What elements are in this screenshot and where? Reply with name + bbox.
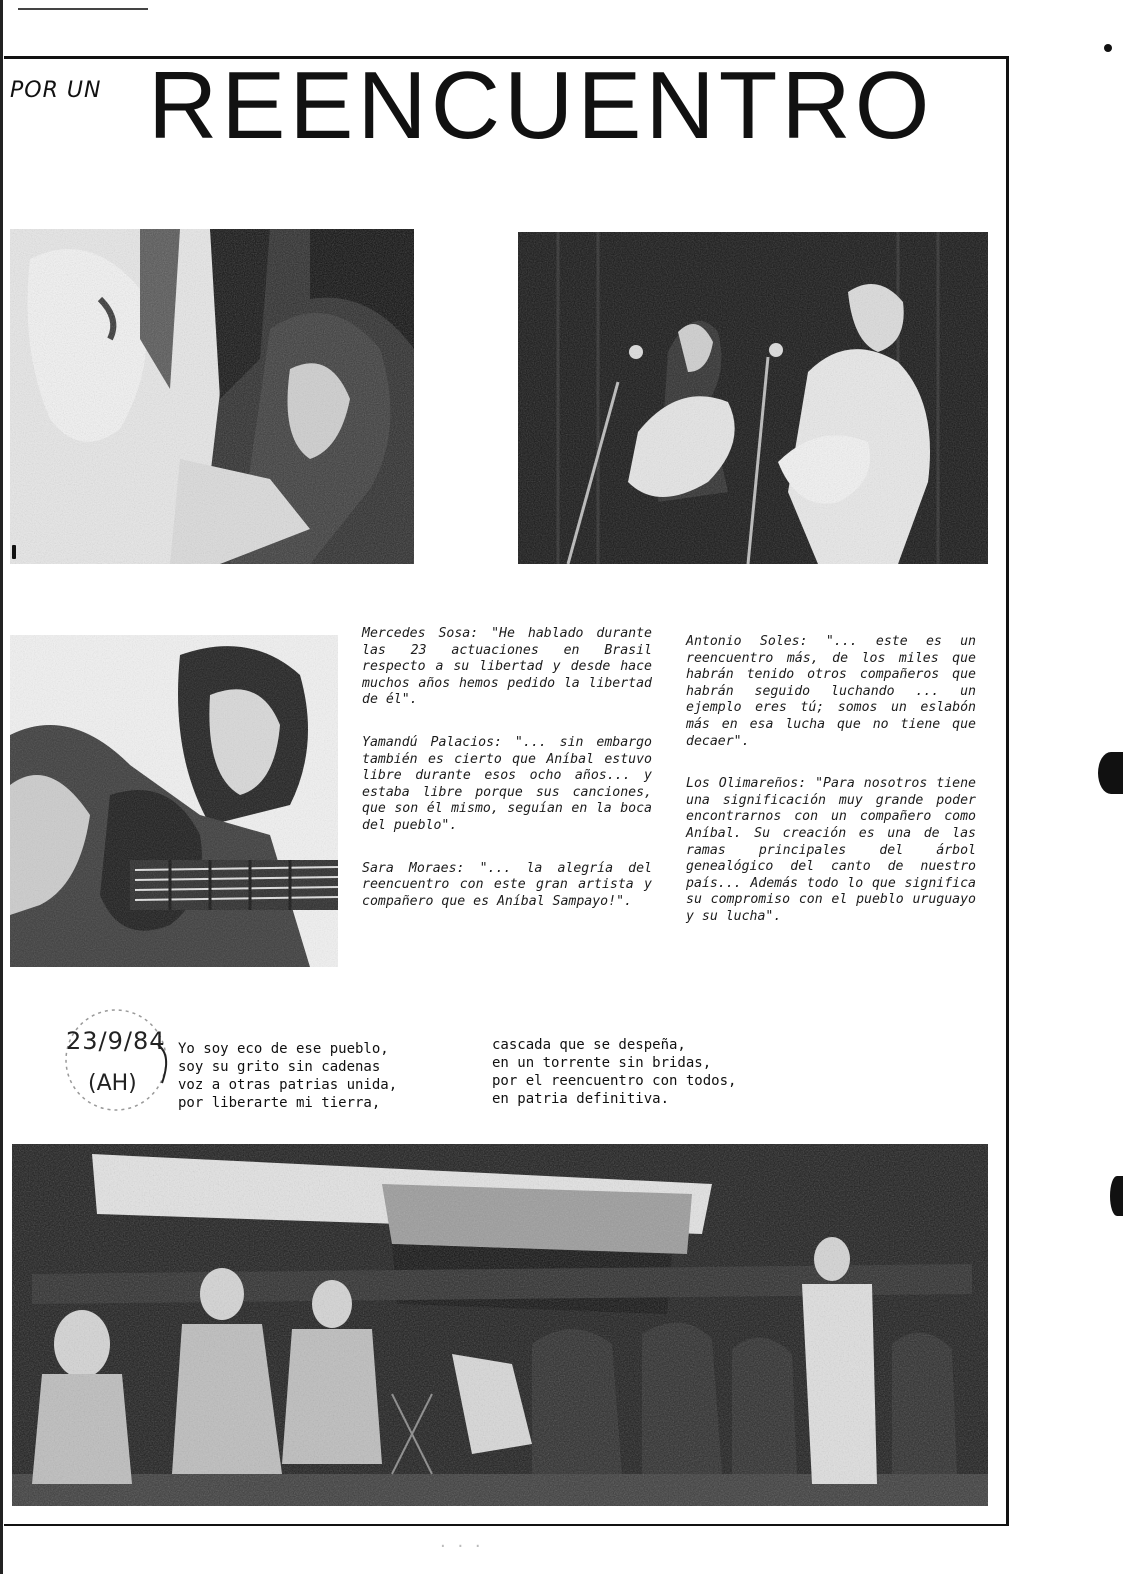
photo-guitarists-on-stage [518, 232, 988, 564]
quotes-column-left [362, 626, 652, 936]
quote-yamandu-palacios: Yamandú Palacios: "... sin embargo también es cierto que Aníbal estuvo libre durante esos ocho años... y estaba libre porque sus canciones, que son él mismo, seguían en la boca del pueblo". [362, 734, 652, 833]
footer-faint-mark: · · · [440, 1536, 484, 1557]
page-title: REENCUENTRO [148, 52, 934, 159]
poem-line: por el reencuentro con todos, [492, 1073, 737, 1089]
title-prefix: POR UN [10, 78, 102, 103]
stamp-circle-icon [58, 1005, 176, 1115]
poem-line: en patria definitiva. [492, 1091, 670, 1107]
poem-line: soy su grito sin cadenas [178, 1059, 381, 1075]
top-scrap-line [18, 0, 148, 10]
poem-right [492, 1036, 736, 1108]
punch-hole [1098, 752, 1123, 794]
stamp-date: 23/9/84 [66, 1027, 166, 1055]
poem-line: por liberarte mi tierra, [178, 1095, 381, 1111]
stamp-initials: (AH) [88, 1071, 137, 1096]
photo-stage-performers [12, 1144, 988, 1506]
quote-sara-moraes: Sara Moraes: "... la alegría del reencuentro con este gran artista y compañero que es Aníbal Sampayo!". [362, 860, 652, 909]
speck [1104, 44, 1112, 52]
poem-line: en un torrente sin bridas, [492, 1055, 712, 1071]
photo-portraits [10, 229, 414, 564]
date-stamp [58, 1005, 176, 1115]
quote-mercedes-sosa: Mercedes Sosa: "He hablado durante las 23 actuaciones en Brasil respecto a su libertad y desde hace muchos años hemos pedido la libertad de él". [362, 626, 652, 708]
poem-line: Yo soy eco de ese pueblo, [178, 1041, 389, 1057]
page-left-edge [0, 0, 3, 1574]
speck [12, 545, 16, 559]
poem-line: cascada que se despeña, [492, 1037, 686, 1053]
quote-los-olimarenos: Los Olimareños: "Para nosotros tiene una significación muy grande poder encontrarnos con un compañero como Aníbal. Su creación es una de las ramas principales del árbol genealógico del canto de nuestro país... Además todo lo que significa su compromiso con el pueblo uruguayo y su lucha". [686, 776, 976, 924]
poem-left [178, 1040, 397, 1112]
punch-hole [1110, 1176, 1123, 1216]
quotes-column-right [686, 634, 976, 952]
photo-woman-with-guitar [10, 635, 338, 967]
quote-antonio-soles: Antonio Soles: "... este es un reencuentro más, de los miles que habrán tenido otros compañeros que habrán seguido luchando ... un ejemplo eres tú; somos un eslabón más en esa lucha que no tiene que decaer". [686, 634, 976, 749]
poem-line: voz a otras patrias unida, [178, 1077, 398, 1093]
